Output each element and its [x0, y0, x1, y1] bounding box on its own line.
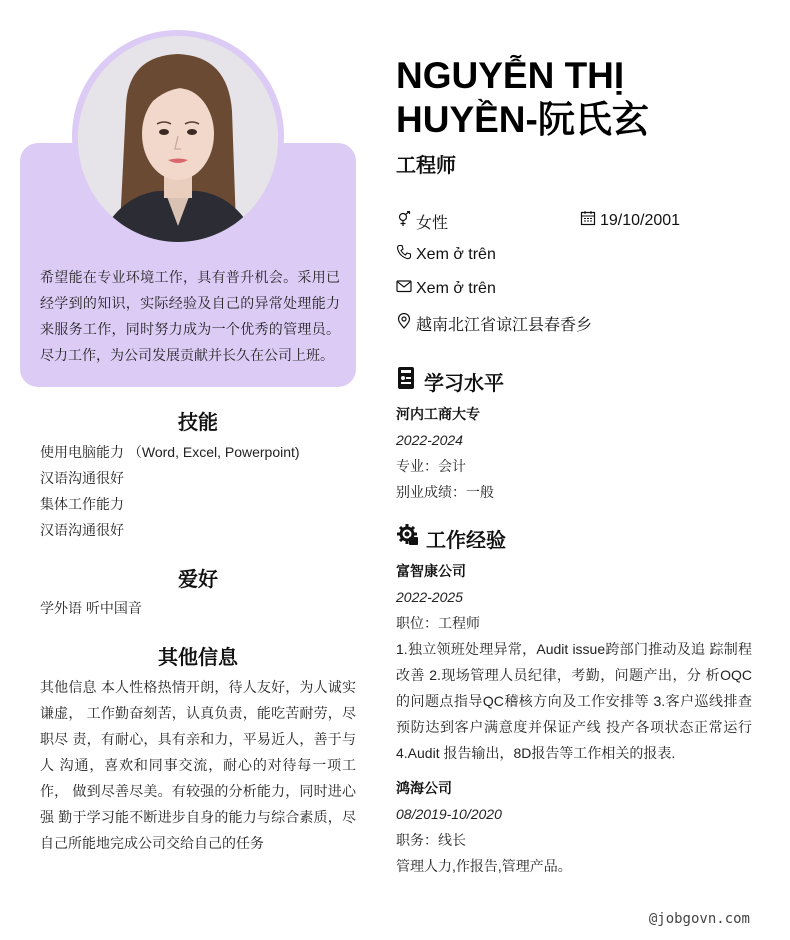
- gender-value: 女性: [416, 215, 449, 232]
- email-value: Xem ở trên: [416, 279, 496, 297]
- email-icon: [396, 278, 416, 299]
- job-entry: [396, 558, 752, 766]
- job-entry: [396, 775, 752, 879]
- school-name: 河内工商大专: [396, 406, 480, 422]
- birthdate-value: 19/10/2001: [600, 211, 681, 229]
- work-experience-icon: [396, 523, 426, 553]
- address-value: 越南北江省谅江县春香乡: [416, 317, 593, 334]
- skill-item: 汉语沟通很好: [40, 470, 124, 486]
- skill-item: 汉语沟通很好: [40, 522, 124, 538]
- experience-heading-label: 工作经验: [426, 529, 506, 552]
- skills-list: [40, 439, 300, 543]
- other-info-heading: 其他信息: [158, 647, 238, 669]
- education-major: 专业：会计: [396, 458, 466, 474]
- address-row: [396, 312, 592, 335]
- job-description: 1.独立领班处理异常，Audit issue跨部门推动及追 踪制程改善 2.现场管理人员纪律，考勤，问题产出，分 析OQC的问题点指导QC稽核方向及工作安排等 3.客户巡线排查预防达到客户满意度并保证产线 投产各项状态正常运行 4.Audit 报告输出，8D报告等工作相关的报表.: [396, 641, 752, 761]
- location-icon: [396, 313, 416, 334]
- company-name: 富智康公司: [396, 563, 466, 579]
- birthdate-row: [580, 210, 680, 231]
- education-icon: [396, 366, 424, 396]
- career-objective: 希望能在专业环境工作，具有普升机会。采用已经学到的知识，实际经验及自己的异常处理能力来服务工作，同时努力成为一个优秀的管理员。尽力工作，为公司发展贡献并长久在公司上班。: [40, 269, 340, 363]
- hobbies-heading: 爱好: [178, 569, 218, 591]
- job-position: 职务：线长: [396, 832, 466, 848]
- gender-icon: [396, 211, 416, 232]
- watermark: @jobgovn.com: [648, 911, 750, 927]
- phone-row: [396, 244, 496, 265]
- full-name: NGUYỄN THỊ HUYỀN-阮氏玄: [396, 55, 649, 140]
- calendar-icon: [580, 210, 600, 231]
- gender-row: [396, 210, 448, 233]
- education-block: [396, 401, 752, 505]
- skills-heading: 技能: [178, 412, 218, 434]
- job-position: 职位：工程师: [396, 615, 480, 631]
- other-info-text: 其他信息 本人性格热情开朗，待人友好，为人诚实谦虚， 工作勤奋刻苦，认真负责，能吃苦耐劳，尽职尽 责，有耐心，具有亲和力，平易近人，善于与人 沟通，喜欢和同事交流，耐心的对待每一项工作， 做到尽善尽美。有较强的分析能力，同时进心强 勤于学习能不断进步自身的能力与综合素质，尽自己所能地完成公司交给自己的任务: [40, 679, 356, 851]
- education-grade: 别业成绩：一般: [396, 484, 494, 500]
- avatar: [78, 36, 278, 242]
- job-description: 管理人力,作报告,管理产品。: [396, 858, 572, 874]
- education-heading: [396, 366, 504, 396]
- job-dates: 2022-2025: [396, 589, 463, 605]
- experience-heading: [396, 523, 506, 553]
- skill-item: 集体工作能力: [40, 496, 124, 512]
- education-heading-label: 学习水平: [424, 372, 504, 395]
- phone-icon: [396, 244, 416, 265]
- job-title: 工程师: [396, 155, 456, 177]
- phone-value: Xem ở trên: [416, 245, 496, 263]
- hobbies-text: 学外语 听中国音: [40, 600, 142, 616]
- company-name: 鸿海公司: [396, 780, 452, 796]
- email-row: [396, 278, 496, 299]
- job-dates: 08/2019-10/2020: [396, 806, 502, 822]
- skill-item: 使用电脑能力 （Word, Excel, Powerpoint): [40, 444, 300, 460]
- education-dates: 2022-2024: [396, 432, 463, 448]
